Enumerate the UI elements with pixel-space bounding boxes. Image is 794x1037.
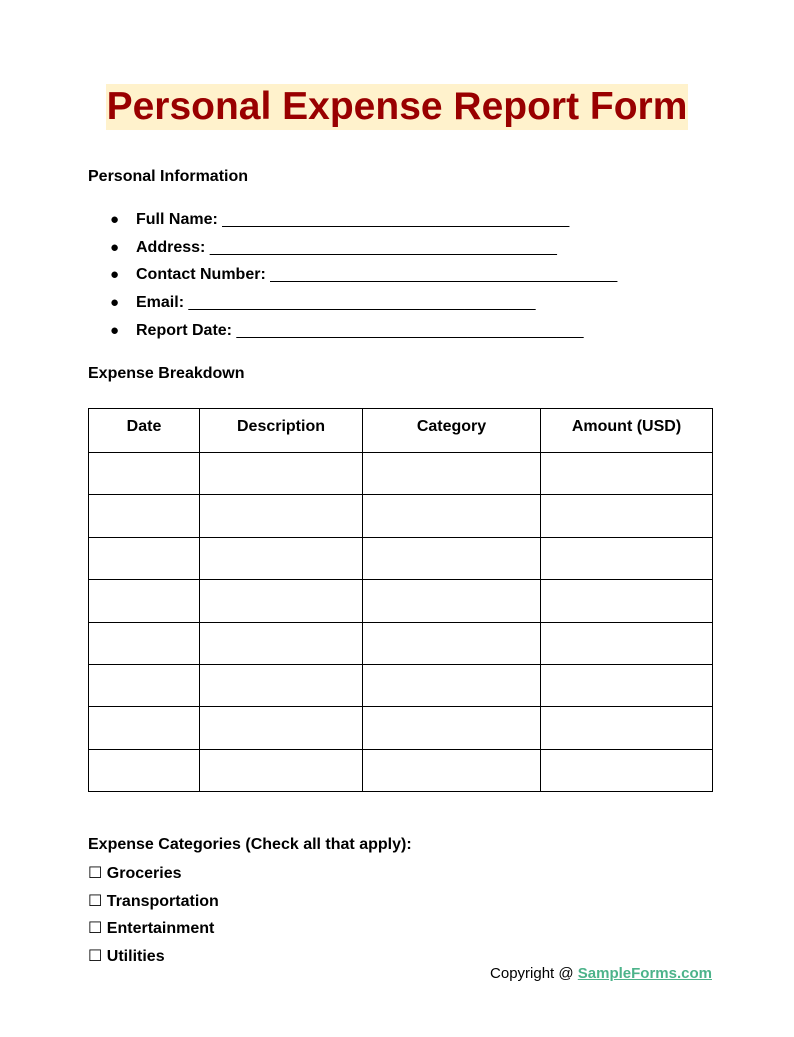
field-blank-line[interactable]: _______________________________________ [222, 211, 570, 228]
field-full-name [110, 208, 617, 236]
cell-amount[interactable] [541, 749, 713, 791]
field-blank-line[interactable]: _______________________________________ [188, 294, 536, 312]
field-label: Full Name: [136, 211, 218, 228]
column-header-category: Category [363, 409, 541, 453]
cell-category[interactable] [363, 495, 541, 537]
field-email [110, 291, 617, 319]
cell-amount[interactable] [541, 495, 713, 537]
field-blank-line[interactable]: _______________________________________ [270, 266, 618, 284]
table-row [89, 707, 713, 749]
expense-table-body [89, 453, 713, 792]
table-row [89, 537, 713, 579]
field-label: Address: [136, 238, 206, 256]
bullet-icon: ● [110, 321, 120, 339]
table-row [89, 453, 713, 495]
category-transportation[interactable] [88, 890, 412, 918]
field-blank-line[interactable]: _______________________________________ [209, 238, 557, 256]
table-header-row [89, 409, 713, 453]
cell-category[interactable] [363, 622, 541, 664]
cell-date[interactable] [89, 495, 200, 537]
cell-description[interactable] [200, 580, 363, 622]
checkbox-icon[interactable]: ☐ [88, 865, 103, 882]
bullet-icon: ● [110, 238, 120, 256]
table-row [89, 580, 713, 622]
field-address [110, 236, 617, 264]
cell-description[interactable] [200, 749, 363, 791]
table-row [89, 749, 713, 791]
cell-category[interactable] [363, 707, 541, 749]
bullet-icon: ● [110, 211, 120, 228]
cell-amount[interactable] [541, 664, 713, 706]
cell-date[interactable] [89, 749, 200, 791]
cell-amount[interactable] [541, 537, 713, 579]
cell-amount[interactable] [541, 707, 713, 749]
expense-categories [88, 833, 412, 972]
cell-category[interactable] [363, 749, 541, 791]
cell-date[interactable] [89, 453, 200, 495]
cell-description[interactable] [200, 622, 363, 664]
checkbox-icon[interactable]: ☐ [88, 920, 103, 937]
bullet-icon: ● [110, 266, 120, 284]
field-label: Contact Number: [136, 266, 266, 284]
cell-date[interactable] [89, 707, 200, 749]
table-row [89, 664, 713, 706]
cell-date[interactable] [89, 622, 200, 664]
expense-breakdown-heading: Expense Breakdown [88, 365, 245, 382]
column-header-description: Description [200, 409, 363, 453]
categories-heading: Expense Categories (Check all that apply): [88, 836, 412, 853]
cell-amount[interactable] [541, 453, 713, 495]
copyright-footer [490, 965, 712, 982]
field-label: Report Date: [136, 321, 233, 339]
cell-category[interactable] [363, 664, 541, 706]
category-label: Transportation [106, 892, 219, 910]
cell-amount[interactable] [541, 580, 713, 622]
table-row [89, 495, 713, 537]
cell-category[interactable] [363, 537, 541, 579]
column-header-date: Date [89, 409, 200, 453]
category-label: Groceries [106, 865, 182, 882]
field-blank-line[interactable]: _______________________________________ [236, 321, 584, 339]
cell-description[interactable] [200, 537, 363, 579]
brand-link[interactable]: SampleForms.com [577, 965, 712, 982]
cell-amount[interactable] [541, 622, 713, 664]
field-contact-number [110, 263, 617, 291]
category-label: Entertainment [106, 920, 215, 937]
cell-description[interactable] [200, 707, 363, 749]
cell-description[interactable] [200, 495, 363, 537]
personal-info-list [110, 208, 617, 346]
category-label: Utilities [106, 947, 165, 965]
cell-description[interactable] [200, 664, 363, 706]
page-title: Personal Expense Report Form [106, 85, 688, 128]
category-utilities[interactable] [88, 945, 412, 973]
cell-category[interactable] [363, 580, 541, 622]
cell-description[interactable] [200, 453, 363, 495]
field-label: Email: [136, 294, 185, 312]
category-entertainment[interactable] [88, 917, 412, 945]
personal-info-heading: Personal Information [88, 168, 249, 185]
checkbox-icon[interactable]: ☐ [88, 892, 103, 910]
category-groceries[interactable] [88, 862, 412, 890]
copyright-text: Copyright @ [490, 965, 578, 982]
table-row [89, 622, 713, 664]
cell-category[interactable] [363, 453, 541, 495]
bullet-icon: ● [110, 294, 120, 312]
cell-date[interactable] [89, 537, 200, 579]
checkbox-icon[interactable]: ☐ [88, 947, 103, 965]
column-header-amount: Amount (USD) [541, 409, 713, 453]
cell-date[interactable] [89, 664, 200, 706]
cell-date[interactable] [89, 580, 200, 622]
expense-table [88, 408, 713, 792]
field-report-date [110, 319, 617, 347]
